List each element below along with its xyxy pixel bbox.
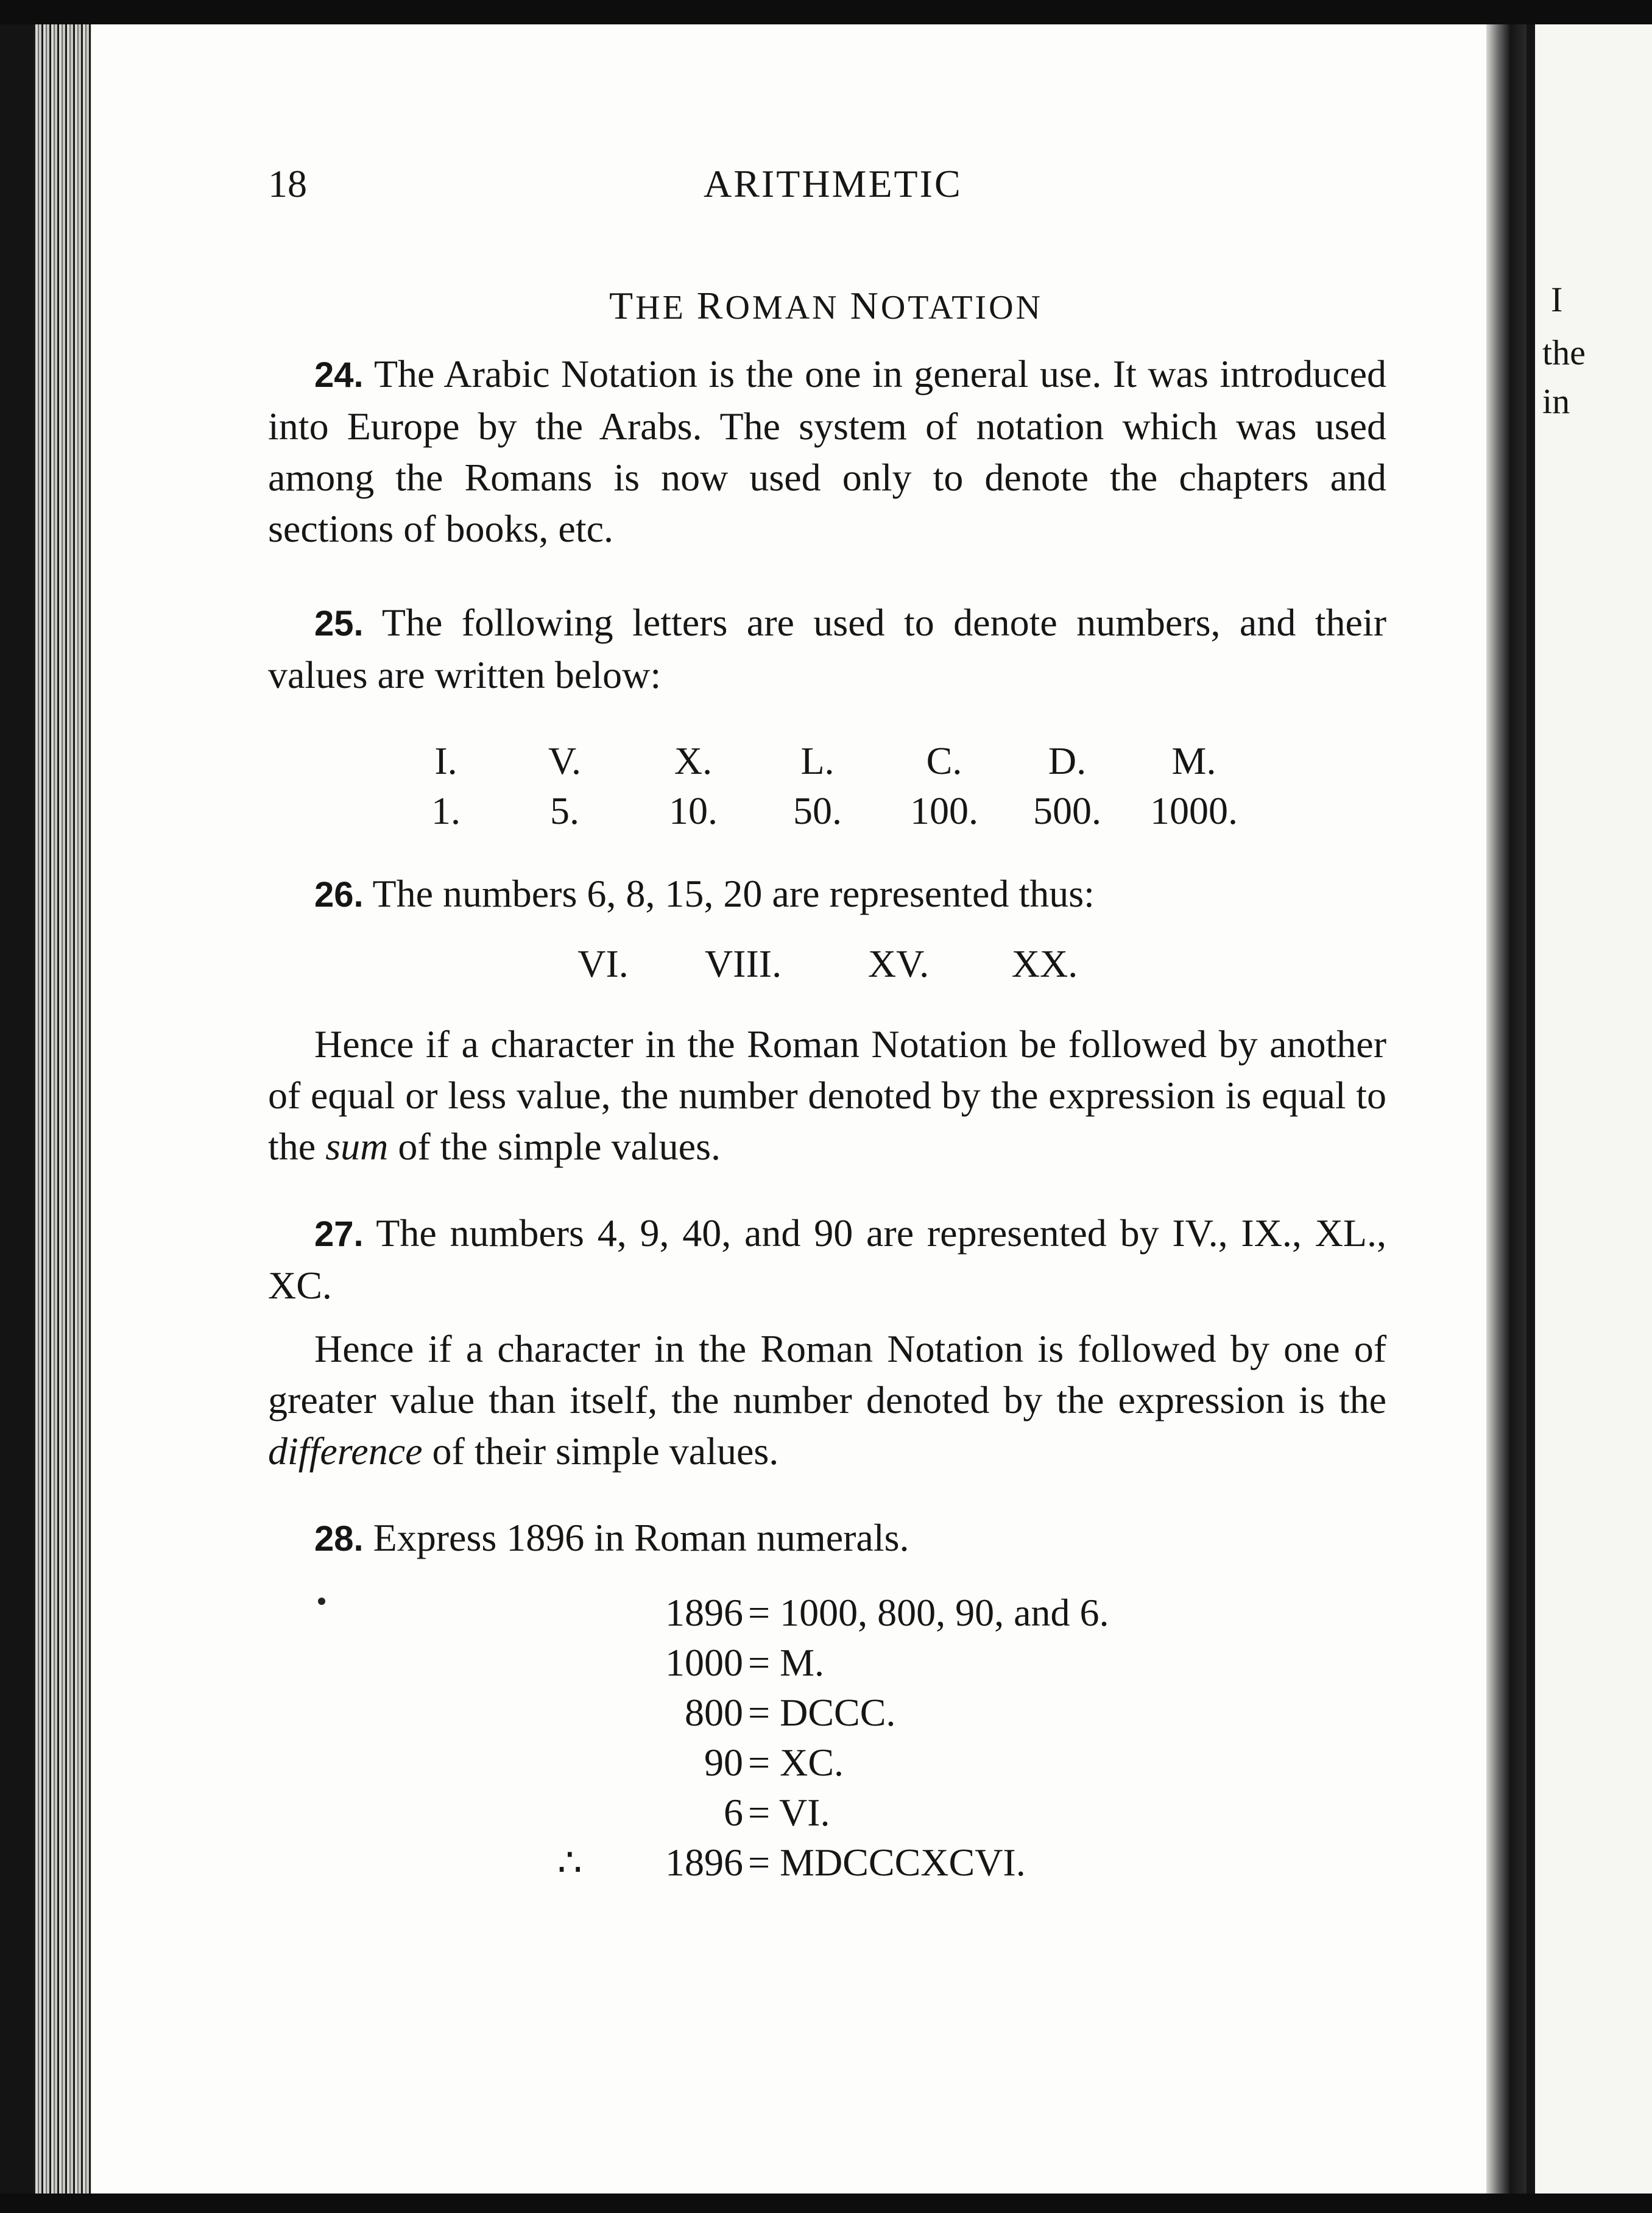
roman-example: XV. (867, 942, 930, 985)
rule-emphasis: difference (268, 1429, 423, 1473)
section-title-word: OMAN (725, 289, 839, 327)
rule-text: of the simple values. (388, 1125, 721, 1168)
equation-rhs: = MDCCCXCVI. (748, 1841, 1026, 1884)
paragraph-number: 26. (314, 875, 364, 915)
equation-line (0, 1640, 1652, 1691)
rule-emphasis: sum (325, 1125, 389, 1168)
section-title-word: OTATION (880, 289, 1043, 327)
paragraph-text: The numbers 6, 8, 15, 20 are represented thus: (372, 872, 1095, 915)
equation-lhs: 1000 (665, 1641, 743, 1684)
equation-rhs: = XC. (748, 1741, 844, 1784)
roman-example: XX. (1011, 942, 1078, 985)
equation-rhs: = VI. (748, 1791, 830, 1834)
equation-lhs: 1896 (665, 1591, 743, 1634)
roman-value: 50. (793, 789, 842, 832)
roman-value: 10. (669, 789, 718, 832)
scan-top-border (0, 0, 1652, 24)
paragraph-text: The numbers 4, 9, 40, and 90 are represented by IV., IX., XL., XC. (268, 1211, 1387, 1307)
roman-value: 500. (1033, 789, 1101, 832)
paragraph-27 (268, 1208, 1386, 1311)
roman-example: VI. (577, 942, 629, 985)
equation-rhs: = M. (748, 1641, 824, 1684)
roman-letter: I. (434, 739, 457, 782)
equation-rhs: = DCCC. (748, 1691, 896, 1734)
roman-letter: L. (800, 739, 835, 782)
equation-line (0, 1590, 1652, 1641)
facing-page-line: in (1542, 381, 1570, 421)
roman-value: 1000. (1150, 789, 1238, 832)
roman-values-row (0, 788, 1652, 843)
rule-text: Hence if a character in the Roman Notation is followed by one of greater value than itself, the number denoted by the expression is the (268, 1327, 1386, 1422)
equation-lhs: 90 (704, 1741, 743, 1784)
rule-text: of their simple values. (422, 1429, 779, 1473)
paragraph-number: 24. (314, 355, 364, 395)
section-title-word: HE (635, 289, 686, 327)
roman-letter: D. (1048, 739, 1087, 782)
roman-value: 100. (910, 789, 978, 832)
roman-letters-row (0, 738, 1652, 793)
facing-page-line: I (1551, 280, 1563, 319)
paragraph-text: Express 1896 in Roman numerals. (373, 1516, 909, 1559)
equation-lhs: 6 (724, 1791, 743, 1834)
facing-page-line: the (1542, 333, 1586, 372)
roman-letter: V. (548, 739, 581, 782)
roman-value: 1. (431, 789, 461, 832)
equation-line (0, 1840, 1652, 1891)
paragraph-28 (268, 1512, 1386, 1565)
roman-examples-row (0, 941, 1652, 996)
paragraph-number: 25. (314, 604, 364, 643)
paragraph-27-rule (268, 1323, 1386, 1477)
paragraph-24 (268, 349, 1386, 554)
equation-lhs: 800 (685, 1691, 743, 1734)
equation-line (0, 1790, 1652, 1841)
section-title-initial: R (696, 284, 725, 327)
section-title-initial: N (850, 284, 881, 327)
running-title: ARITHMETIC (704, 162, 962, 205)
roman-letter: M. (1171, 739, 1216, 782)
paragraph-25 (268, 597, 1386, 701)
page-number: 18 (268, 162, 307, 205)
roman-letter: C. (926, 739, 962, 782)
paragraph-number: 27. (314, 1214, 364, 1254)
equation-line (0, 1690, 1652, 1741)
paragraph-number: 28. (314, 1519, 364, 1559)
roman-letter: X. (674, 739, 713, 782)
paragraph-26 (268, 868, 1386, 921)
section-title-initial: T (609, 284, 636, 327)
paragraph-text: The Arabic Notation is the one in general use. It was introduced into Europe by the Arabs. The system of notation which was used among the Romans is now used only to denote the chapters and sections of books, etc. (268, 352, 1387, 550)
rule-text: Hence if a character in the Roman Notation be followed by another of equal or less value, the number denoted by the expression is equal to the (268, 1022, 1386, 1168)
roman-value: 5. (550, 789, 579, 832)
therefore-symbol: ∴ (557, 1841, 582, 1884)
roman-example: VIII. (704, 942, 782, 985)
equation-line (0, 1740, 1652, 1791)
section-title (0, 283, 1652, 328)
scan-bottom-border (0, 2194, 1652, 2213)
equation-rhs: = 1000, 800, 90, and 6. (748, 1591, 1109, 1634)
paragraph-26-rule (268, 1019, 1386, 1172)
equation-lhs: 1896 (665, 1841, 743, 1884)
paragraph-text: The following letters are used to denote numbers, and their values are written below: (268, 601, 1387, 696)
